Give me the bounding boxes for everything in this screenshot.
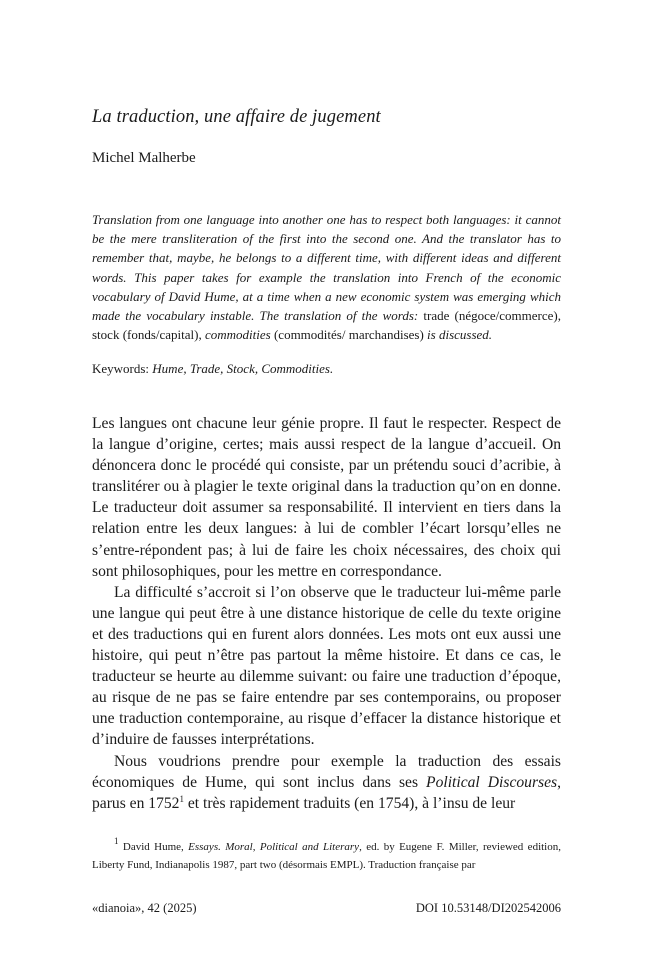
footnote-italic: Essays. Moral, Political and Literary — [188, 841, 360, 853]
body-paragraph-2: La difficulté s’accroit si l’on observe que le traducteur lui-même parle une langue qui peut être à une distance historique de celle du texte origine et des traductions qui en furent alors données. Les mots ont eux aussi une histoire, qui peut n’être pas partout la même histoire. Et dans ce cas, le traducteur se heurte au dilemme suivant: ou faire une traduction d’époque, au risque de ne pas se faire entendre par ses contemporains, ou proposer une traduction contemporaine, au risque d’effacer la distance historique et d’induire de fausses interprétations. — [92, 583, 561, 749]
body-p3-start: Nous voudrions prendre pour exemple la traduction des essais économiques de Hume, qui sont inclus dans ses — [92, 752, 561, 791]
footnote-1 — [92, 836, 561, 874]
abstract-term-commodities: commodities — [205, 327, 271, 343]
footnote-number: 1 — [114, 836, 119, 846]
article-author: Michel Malherbe — [92, 150, 196, 166]
body-paragraph-3 — [92, 751, 561, 814]
body-p3-mid: , parus en 1752 — [92, 773, 561, 812]
abstract — [92, 210, 561, 344]
body-p3-end: et très rapidement traduits (en 1754), à l’insu de leur — [183, 794, 516, 812]
footer-journal: «dianoia», 42 (2025) — [92, 901, 197, 915]
body-p3-italic: Political Discourses — [426, 773, 558, 791]
footer-doi[interactable]: DOI 10.53148/DI202542006 — [415, 901, 561, 915]
body-paragraph-1: Les langues ont chacune leur génie propre. Il faut le respecter. Respect de la langue d’origine, certes; mais aussi respect de la langue d’accueil. On dénoncera donc le procédé qui consiste, par un prétendu souci d’acribie, à translitérer ou à plagier le texte original dans la traduction qu’on en donne. Le traducteur doit assumer sa responsabilité. Il intervient en tiers dans la relation entre les deux langues: à lui de combler l’écart lorsqu’elles ne s’entre-répondent pas; à lui de faire les choix nécessaires, des choix qui sont philosophiques, pour les mettre en correspondance. — [92, 415, 561, 580]
keywords — [92, 359, 561, 378]
footnote-ref-1[interactable]: 1 — [179, 793, 184, 804]
keywords-label: Keywords: — [92, 361, 153, 376]
footnote-text-a: David Hume, — [118, 841, 189, 853]
abstract-end-text: is discussed. — [427, 327, 493, 343]
body-text — [92, 413, 561, 814]
article-title: La traduction, une affaire de jugement — [92, 107, 381, 127]
abstract-term-trade-fr: (négoce/commerce), stock (fonds/capital), — [92, 308, 561, 343]
keywords-list: Hume, Trade, Stock, Commodities. — [152, 361, 334, 376]
footnote-text-b: , ed. by Eugene F. Miller, reviewed edition, Liberty Fund, Indianapolis 1987, part two (désormais EMPL). Traduction française par — [92, 841, 561, 871]
abstract-term-commodities-fr: (commodités/ marchandises) — [270, 327, 428, 343]
abstract-main-text: Translation from one language into another one has to respect both languages: it cannot be the mere transliteration of the first into the second one. And the translator has to remember that, maybe, he belongs to a different time, with different ideas and different words. This paper takes for example the translation into French of the economic vocabulary of David Hume, at a time when a new economic system was emerging which made the vocabulary instable. The translation of the words: — [92, 212, 561, 324]
abstract-term-trade: trade — [423, 308, 450, 324]
